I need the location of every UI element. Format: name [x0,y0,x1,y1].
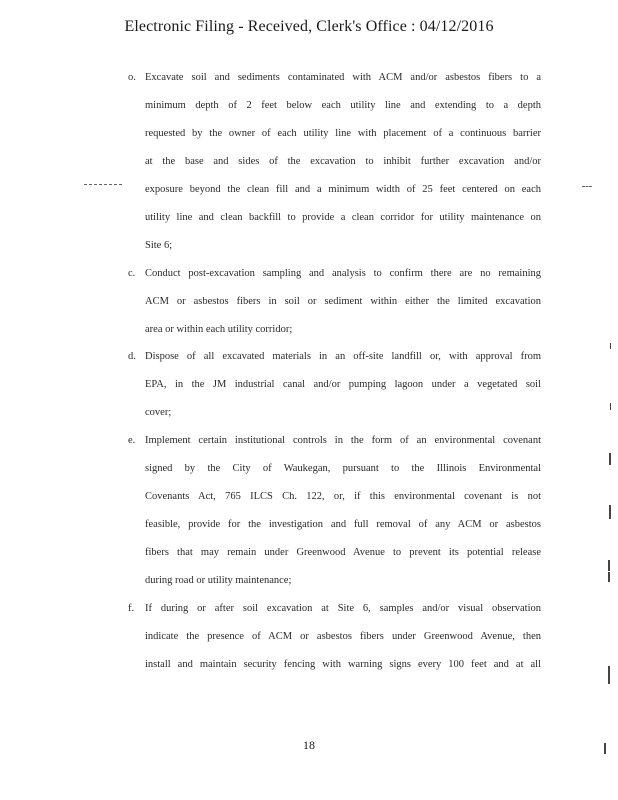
scan-artifact-mark [604,743,606,754]
text-line: signed by the City of Waukegan, pursuant to the Illinois Environmental [145,463,541,474]
text-line: install and maintain security fencing with warning signs every 100 feet and at all [145,659,541,670]
text-line: exposure beyond the clean fill and a minimum width of 25 feet centered on each [145,184,541,195]
filing-header: Electronic Filing - Received, Clerk's Office : 04/12/2016 [124,18,494,35]
scan-artifact-mark [608,572,610,582]
text-line: during road or utility maintenance; [145,575,292,586]
list-marker: e. [128,435,136,446]
text-line: Conduct post-excavation sampling and analysis to confirm there are no remaining [145,268,541,279]
scan-artifact-mark [610,343,611,349]
scan-artifact-mark [608,560,610,571]
text-line: fibers that may remain under Greenwood Avenue to prevent its potential release [145,547,541,558]
text-line: EPA, in the JM industrial canal and/or pumping lagoon under a vegetated soil [145,379,541,390]
list-marker: o. [128,72,136,83]
text-line: cover; [145,407,172,418]
text-line: requested by the owner of each utility line with placement of a continuous barrier [145,128,541,139]
text-line: Dispose of all excavated materials in an off-site landfill or, with approval from [145,351,541,362]
text-line: feasible, provide for the investigation and full removal of any ACM or asbestos [145,519,541,530]
text-line: Covenants Act, 765 ILCS Ch. 122, or, if this environmental covenant is not [145,491,541,502]
scan-artifact-mark [608,666,610,684]
scan-artifact-left [84,184,122,186]
scan-artifact-mark [609,453,611,465]
text-line: minimum depth of 2 feet below each utility line and extending to a depth [145,100,541,111]
scan-artifact-mark [609,505,611,519]
text-line: at the base and sides of the excavation to inhibit further excavation and/or [145,156,541,167]
list-marker: c. [128,268,136,279]
text-line: utility line and clean backfill to provide a clean corridor for utility maintenance on [145,212,541,223]
text-line: Site 6; [145,240,173,251]
list-marker: f. [128,603,135,614]
page-number: 18 [303,738,315,752]
text-line: indicate the presence of ACM or asbestos fibers under Greenwood Avenue, then [145,631,541,642]
text-line: Excavate soil and sediments contaminated with ACM and/or asbestos fibers to a [145,72,541,83]
scan-artifact-mark [610,403,611,410]
scan-artifact-right [582,186,592,188]
text-line: Implement certain institutional controls in the form of an environmental covenant [145,435,541,446]
text-line: ACM or asbestos fibers in soil or sediment within either the limited excavation [145,296,541,307]
text-line: If during or after soil excavation at Site 6, samples and/or visual observation [145,603,541,614]
list-marker: d. [128,351,136,362]
text-line: area or within each utility corridor; [145,324,293,335]
